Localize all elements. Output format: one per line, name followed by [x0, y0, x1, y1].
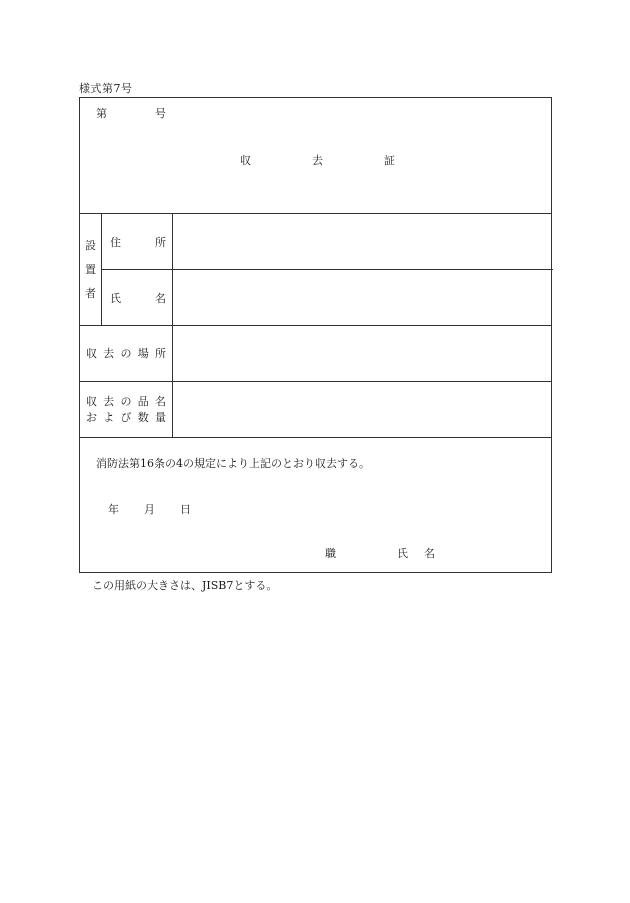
certificate-header [80, 98, 551, 214]
certificate-number-line [96, 105, 166, 121]
title-char: 収 [240, 154, 251, 167]
installer-address-row [102, 214, 553, 270]
official-signature-line [325, 545, 435, 561]
number-prefix: 第 [96, 107, 107, 120]
certificate-footer [80, 438, 551, 573]
collection-place-label: 収 去 の 場 所 [80, 326, 173, 381]
address-label: 住 所 [102, 214, 173, 269]
paper-size-note: この用紙の大きさは、JISB7とする。 [92, 579, 278, 592]
legal-statement: 消防法第16条の4の規定により上記のとおり収去する。 [96, 457, 370, 470]
installer-label: 設 置 者 [80, 214, 102, 326]
certificate-form [79, 97, 552, 573]
installer-name-row [102, 270, 553, 326]
collected-items-row [80, 382, 551, 438]
official-title-label: 職 [325, 547, 336, 560]
name-label: 氏 名 [102, 270, 173, 326]
address-field[interactable] [173, 214, 553, 269]
official-name-label: 氏 名 [397, 547, 435, 560]
form-number: 様式第7号 [79, 82, 133, 95]
month-label: 月 [144, 503, 155, 516]
collected-items-label: 収 去 の 品 名 お よ び 数 量 [80, 382, 173, 437]
issue-date [108, 501, 216, 517]
year-label: 年 [108, 503, 119, 516]
number-suffix: 号 [155, 107, 166, 120]
title-char: 証 [384, 154, 395, 167]
collection-place-field[interactable] [173, 326, 551, 381]
certificate-title [240, 152, 456, 168]
collection-place-row [80, 326, 551, 382]
day-label: 日 [180, 503, 191, 516]
installer-section [80, 214, 551, 326]
name-field[interactable] [173, 270, 553, 326]
title-char: 去 [312, 154, 323, 167]
collected-items-field[interactable] [173, 382, 551, 437]
